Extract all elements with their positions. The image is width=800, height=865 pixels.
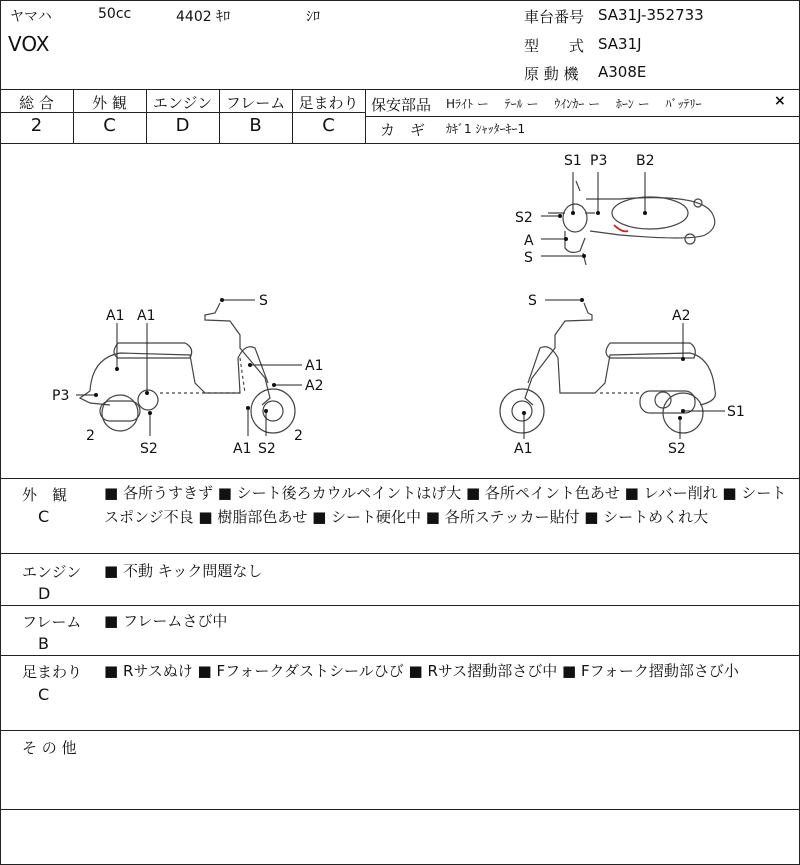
label-left-a1-front: A1 [305, 358, 324, 374]
suspension-grade: C [322, 115, 335, 136]
label-left-a1-bottom: A1 [233, 441, 252, 457]
frame-section-label: フレーム [22, 613, 82, 631]
mileage: 4402 ｷﾛ [176, 9, 231, 25]
frame-no-label: 車台番号 [524, 8, 585, 26]
engine-section-label: エンジン [22, 563, 82, 581]
frame-grade-label: フレーム [225, 94, 286, 112]
exterior-grade-label: 外 観 [92, 94, 127, 112]
label-left-2-rear: 2 [86, 428, 95, 444]
model-name: VOX [8, 32, 50, 56]
engine-grade-label: エンジン [152, 94, 213, 112]
divider [0, 730, 800, 731]
label-right-a1: A1 [514, 441, 533, 457]
label-left-p3: P3 [52, 388, 70, 404]
color: ｼﾛ [306, 9, 320, 25]
label-top-s: S [524, 250, 533, 266]
key-value: ｶｷﾞ1 ｼｬｯﾀｰｷｰ1 [446, 122, 526, 136]
label-top-s2: S2 [515, 210, 533, 226]
divider [0, 655, 800, 656]
overall-grade: 2 [30, 115, 43, 136]
divider [0, 809, 800, 810]
type-value: SA31J [598, 35, 642, 53]
suspension-section-grade: C [38, 685, 50, 704]
label-left-a1-seat: A1 [137, 308, 156, 324]
label-left-2-front: 2 [294, 428, 303, 444]
label-right-s1: S1 [727, 404, 745, 420]
frame-no: SA31J-352733 [598, 6, 704, 24]
label-left-a1-rear: A1 [106, 308, 125, 324]
divider [0, 89, 800, 90]
divider [0, 553, 800, 554]
divider [0, 605, 800, 606]
label-left-a2: A2 [305, 378, 324, 394]
key-label: カ ギ [380, 121, 426, 139]
other-section-label: そ の 他 [22, 739, 77, 757]
displacement: 50cc [98, 6, 132, 22]
suspension-remarks: ■ Rサスぬけ ■ Fフォークダストシールひび ■ Rサス摺動部さび中 ■ Fフォーク摺動部さび小 [104, 662, 739, 680]
frame-grade: B [249, 115, 262, 136]
label-left-s2-front: S2 [258, 441, 276, 457]
label-right-s: S [528, 293, 537, 309]
label-right-a2: A2 [672, 308, 691, 324]
label-right-s2: S2 [668, 441, 686, 457]
divider [365, 116, 800, 117]
engine-model-label: 原 動 機 [524, 65, 579, 83]
engine-remarks: ■ 不動 キック問題なし [104, 562, 263, 580]
suspension-grade-label: 足まわり [298, 94, 359, 112]
engine-grade: D [175, 115, 190, 136]
label-top-s1: S1 [564, 153, 582, 169]
exterior-section-grade: C [38, 507, 50, 526]
engine-section-grade: D [38, 584, 51, 603]
safety-parts-items: Hﾗｲﾄ ー ﾃｰﾙ ー ｳｲﾝｶｰ ー ﾎｰﾝ ー ﾊﾞｯﾃﾘｰ [446, 97, 702, 111]
label-top-a: A [524, 233, 534, 249]
label-left-s2-rear: S2 [140, 441, 158, 457]
safety-parts-label: 保安部品 [371, 96, 432, 114]
maker: ヤマハ [10, 9, 52, 25]
type-label: 型 式 [524, 37, 585, 55]
exterior-section-label: 外 観 [22, 486, 68, 504]
label-top-b2: B2 [636, 153, 655, 169]
frame-section-grade: B [38, 634, 49, 653]
label-top-p3: P3 [590, 153, 608, 169]
exterior-grade: C [103, 115, 116, 136]
frame-remarks: ■ フレームさび中 [104, 612, 228, 630]
divider [0, 478, 800, 479]
label-left-s: S [259, 293, 268, 309]
engine-model-value: A308E [598, 63, 647, 81]
overall-grade-label: 総 合 [19, 94, 54, 112]
exterior-remarks: ■ 各所うすきず ■ シート後ろカウルペイントはげ大 ■ 各所ペイント色あせ ■ レバー削れ ■ シートスポンジ不良 ■ 樹脂部色あせ ■ シート硬化中 ■ 各所ステッカー貼付 ■ シートめくれ大 [104, 484, 787, 526]
damage-diagram [0, 143, 800, 478]
suspension-section-label: 足まわり [22, 663, 83, 681]
battery-missing-mark: × [774, 93, 786, 109]
